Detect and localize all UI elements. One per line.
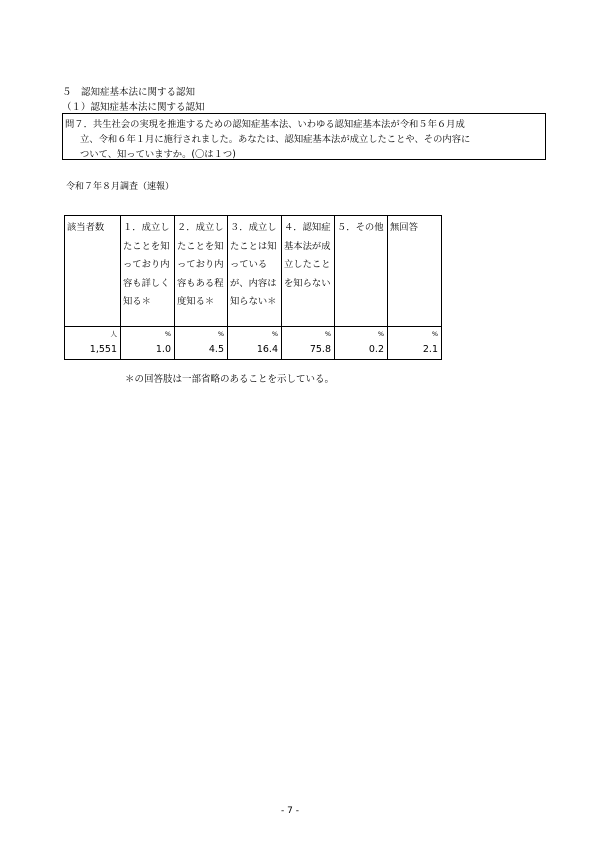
header-cell-option-4: ４．認知症基本法が成立したことを知らない [282,216,335,327]
question-line-1: 問７．共生社会の実現を推進するための認知症基本法、いわゆる認知症基本法が令和５年６月成 [65,119,465,130]
unit-cell: % [228,327,282,342]
header-cell-option-2: ２．成立したことを知っており内容もある程度知る＊ [175,216,228,327]
question-box [62,113,546,160]
footnote: ＊の回答肢は一部省略のあることを示している。 [125,374,335,385]
value-cell-option-3: 16.4 [228,341,282,360]
table-header-row [65,216,442,327]
unit-cell: 人 [65,327,121,342]
header-cell-option-3: ３．成立したことは知っているが、内容は知らない＊ [228,216,282,327]
value-cell-option-4: 75.8 [282,341,335,360]
value-cell-option-2: 4.5 [175,341,228,360]
value-cell-respondents: 1,551 [65,341,121,360]
unit-cell: % [121,327,175,342]
section-heading: ５ 認知症基本法に関する認知 [62,87,196,98]
results-table [64,215,442,360]
survey-label: 令和７年８月調査（速報） [66,182,175,192]
header-cell-no-answer: 無回答 [388,216,442,327]
table-unit-row [65,327,442,342]
question-line-3: ついて、知っていますか。(〇は１つ) [80,149,236,160]
header-cell-option-1: １．成立したことを知っており内容も詳しく知る＊ [121,216,175,327]
page-number: - 7 - [281,806,299,816]
value-cell-no-answer: 2.1 [388,341,442,360]
unit-cell: % [335,327,388,342]
value-cell-option-1: 1.0 [121,341,175,360]
unit-cell: % [388,327,442,342]
table-value-row [65,341,442,360]
header-cell-respondents: 該当者数 [65,216,121,327]
question-line-2: 立、令和６年１月に施行されました。あなたは、認知症基本法が成立したことや、その内容に [80,134,471,145]
value-cell-option-5: 0.2 [335,341,388,360]
subsection-heading: （１）認知症基本法に関する認知 [62,102,205,113]
unit-cell: % [282,327,335,342]
unit-cell: % [175,327,228,342]
header-cell-option-5: ５．その他 [335,216,388,327]
